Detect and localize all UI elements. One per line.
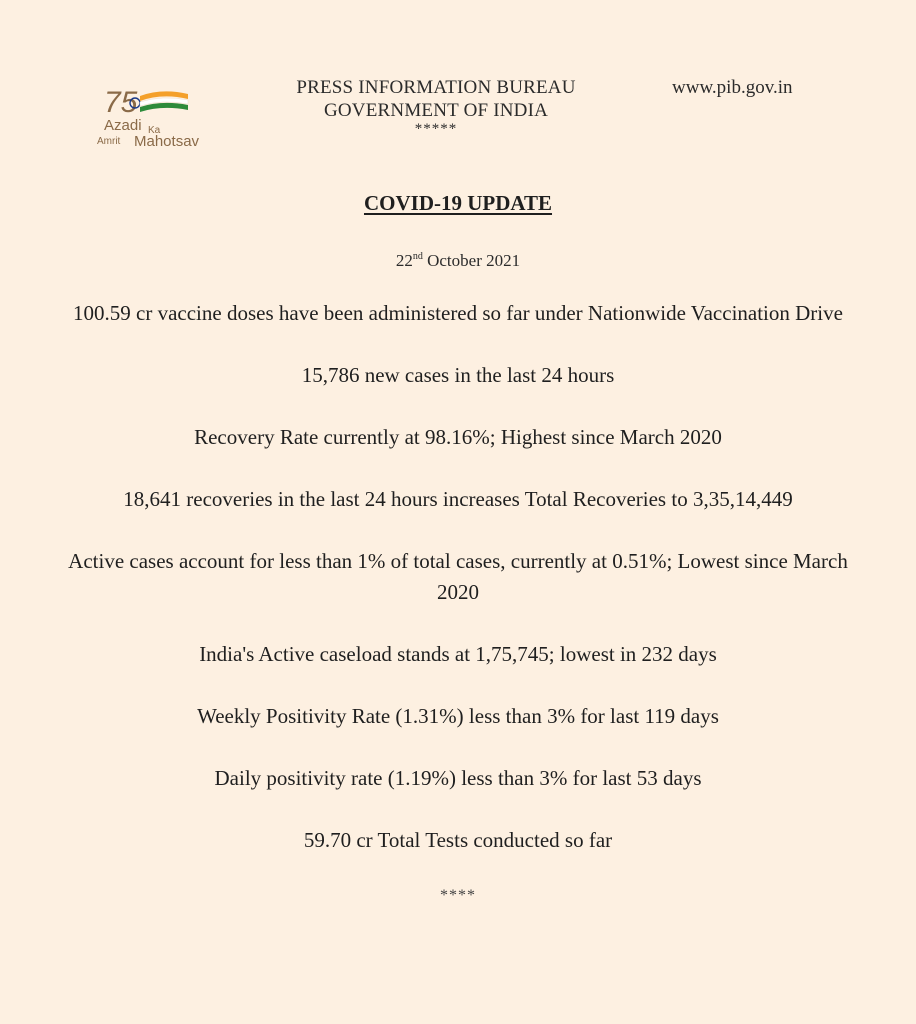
page-header (0, 74, 916, 154)
release-date (60, 246, 856, 272)
press-release-body (60, 188, 856, 905)
highlight-weekly-positivity: Weekly Positivity Rate (1.31%) less than 3% for last 119 days (197, 704, 719, 728)
footer-stars: **** (440, 887, 476, 904)
page-title: COVID-19 UPDATE (363, 191, 553, 215)
highlight-vaccination: 100.59 cr vaccine doses have been administered so far under Nationwide Vaccination Drive (73, 301, 843, 325)
website-url: www.pib.gov.in (672, 77, 793, 98)
organization-block (236, 76, 636, 137)
flag-green-stripe (140, 103, 188, 112)
date-day: 22 (395, 251, 413, 270)
highlight-active-caseload: India's Active caseload stands at 1,75,745; lowest in 232 days (199, 642, 717, 666)
logo-ka: Ka (148, 125, 161, 136)
org-government: GOVERNMENT OF INDIA (323, 100, 549, 121)
logo-mahotsav: Mahotsav (134, 133, 200, 150)
logo-azadi: Azadi (104, 117, 142, 134)
date-rest: October 2021 (422, 251, 521, 270)
highlight-daily-positivity: Daily positivity rate (1.19%) less than 3% for last 53 days (214, 766, 702, 790)
logo-number: 75 (104, 86, 138, 119)
org-name: PRESS INFORMATION BUREAU (296, 77, 576, 98)
highlight-total-tests: 59.70 cr Total Tests conducted so far (303, 828, 613, 852)
date-suffix: nd (412, 251, 423, 262)
azadi-ka-amrit-mahotsav-logo (96, 80, 216, 150)
highlight-recovery-rate: Recovery Rate currently at 98.16%; Highest since March 2020 (194, 425, 722, 449)
org-stars: ***** (414, 121, 458, 137)
highlights-list (60, 298, 856, 856)
highlight-active-cases-share: Active cases account for less than 1% of total cases, currently at 0.51%; Lowest since March 2020 (68, 549, 848, 604)
highlight-recoveries: 18,641 recoveries in the last 24 hours increases Total Recoveries to 3,35,14,449 (123, 487, 793, 511)
highlight-new-cases: 15,786 new cases in the last 24 hours (301, 363, 615, 387)
logo-amrit: Amrit (97, 136, 121, 147)
